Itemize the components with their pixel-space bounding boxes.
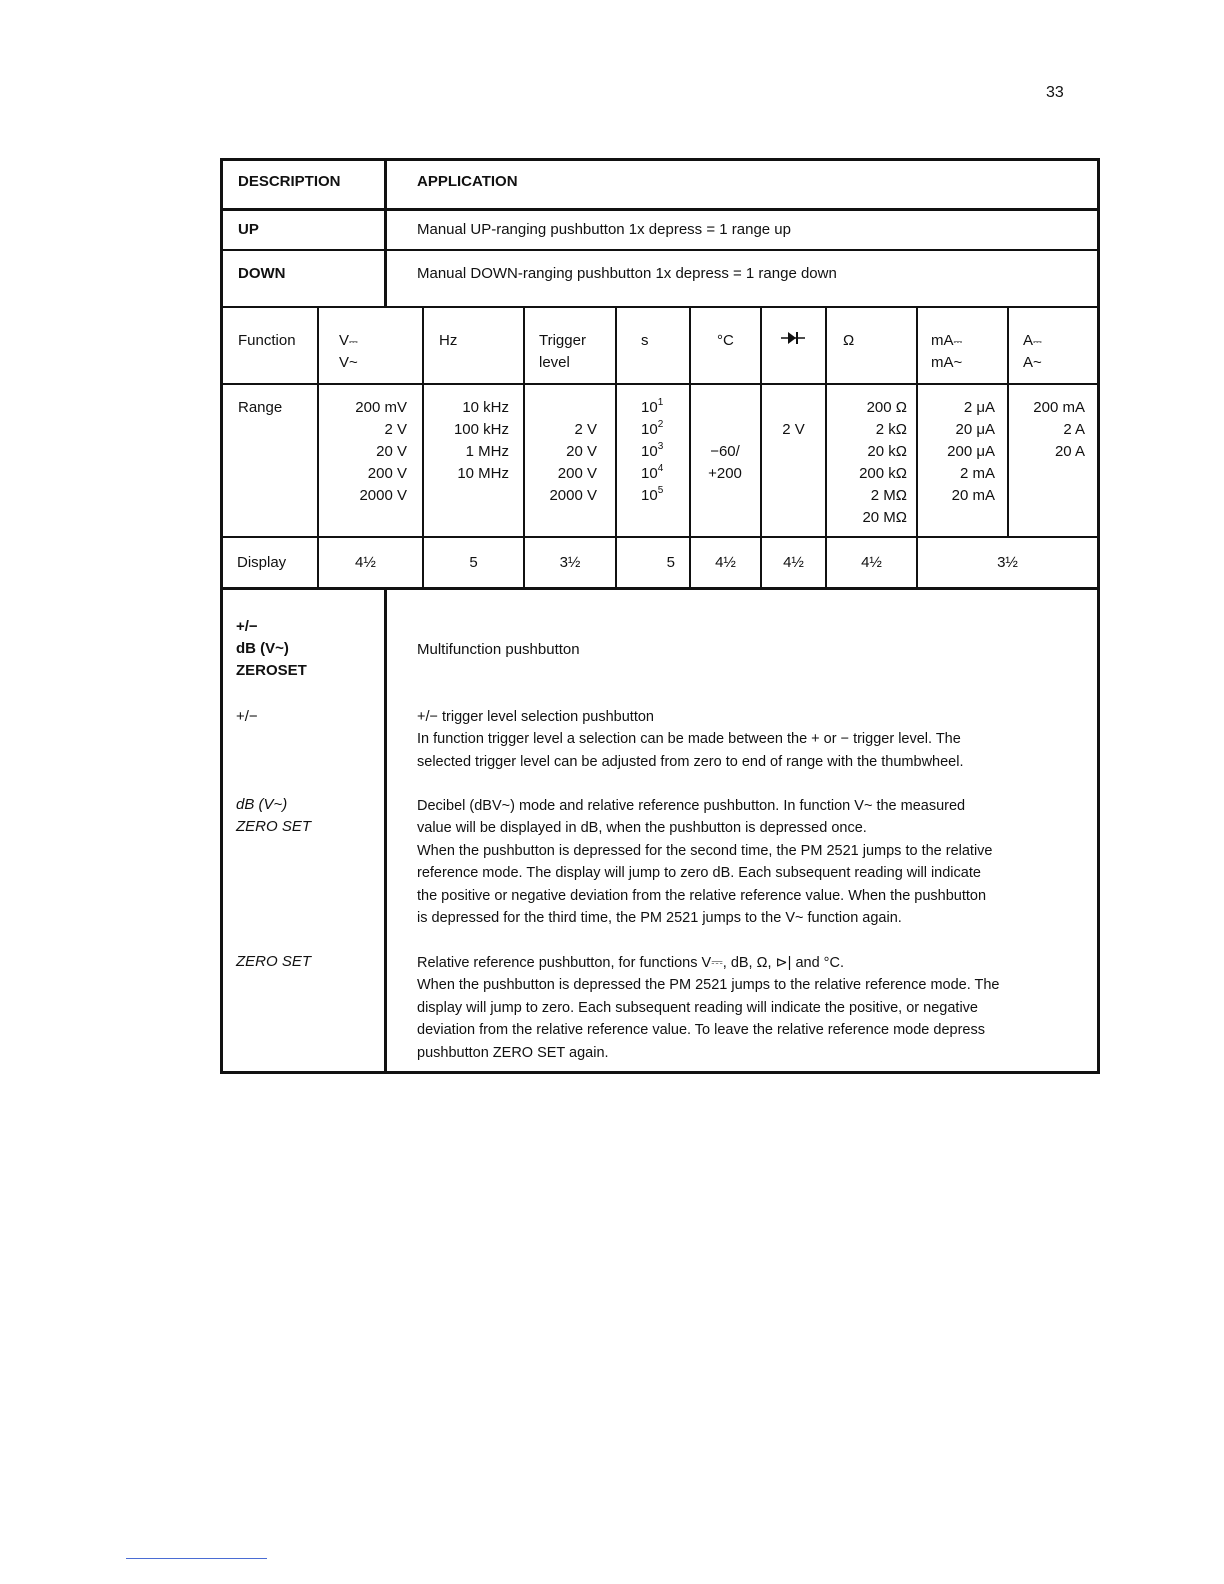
display-current: 3½ xyxy=(997,554,1018,571)
function-a: A⎓ A~ xyxy=(1023,332,1042,371)
range-label: Range xyxy=(238,399,283,416)
footer-rule xyxy=(126,1558,267,1559)
up-text: Manual UP-ranging pushbutton 1x depress = 1 range up xyxy=(417,221,791,238)
plusminus-text: +/− trigger level selection pushbutton In function trigger level a selection can be made between the + or − trigger level. The selected trigger level can be adjusted from zero to end of range with the thumbwheel. xyxy=(417,709,964,770)
page-number: 33 xyxy=(1046,84,1064,101)
zeroset-text: Relative reference pushbutton, for functions V⎓, dB, Ω, ⊳| and °C. When the pushbutton is depressed the PM 2521 jumps to the relative reference mode. The display will jump to zero. Each subsequent reading will indicate the positive, or negative deviation from the relative reference value. To leave the relative reference mode depress pushbutton ZERO SET again. xyxy=(417,955,1000,1061)
function-celsius: °C xyxy=(717,332,734,349)
function-rule xyxy=(223,383,1097,385)
display-label: Display xyxy=(237,554,287,571)
description-table xyxy=(220,158,1100,1074)
range-hz: 10 kHz 100 kHz 1 MHz 10 MHz xyxy=(453,399,509,482)
range-rule xyxy=(223,536,1097,538)
display-v: 4½ xyxy=(355,554,376,571)
down-text: Manual DOWN-ranging pushbutton 1x depress = 1 range down xyxy=(417,265,837,282)
display-rule xyxy=(223,587,1097,590)
down-rule xyxy=(223,306,1097,308)
range-ma: 2 μA 20 μA 200 μA 2 mA 20 mA xyxy=(947,399,995,504)
down-label: DOWN xyxy=(238,265,286,282)
range-celsius: −60/ +200 xyxy=(708,443,742,482)
header-application: APPLICATION xyxy=(417,173,518,190)
range-ohm: 200 Ω 2 kΩ 20 kΩ 200 kΩ 2 MΩ 20 MΩ xyxy=(859,399,907,526)
function-s: s xyxy=(641,332,649,349)
top-divider xyxy=(384,161,387,308)
multifunction-labels: +/− dB (V~) ZEROSET xyxy=(236,618,307,679)
plusminus-label: +/− xyxy=(236,708,258,725)
header-description: DESCRIPTION xyxy=(238,173,341,190)
function-diode xyxy=(781,330,805,352)
header-rule xyxy=(223,208,1097,211)
range-trigger: 2 V 20 V 200 V 2000 V xyxy=(549,421,597,504)
display-trigger: 3½ xyxy=(559,554,581,571)
multifunction-intro: Multifunction pushbutton xyxy=(417,641,580,658)
display-ohm: 4½ xyxy=(861,554,882,571)
function-hz: Hz xyxy=(439,332,458,349)
display-hz: 5 xyxy=(469,554,478,571)
range-diode: 2 V xyxy=(782,421,805,438)
function-v: V⎓ V~ xyxy=(339,332,358,371)
display-celsius: 4½ xyxy=(715,554,736,571)
range-v: 200 mV 2 V 20 V 200 V 2000 V xyxy=(355,399,407,504)
up-rule xyxy=(223,249,1097,251)
bottom-divider xyxy=(384,587,387,1071)
display-s: 5 xyxy=(666,554,675,571)
function-label: Function xyxy=(238,332,296,349)
zeroset-label: ZERO SET xyxy=(236,953,312,970)
db-zeroset-label: dB (V~) ZERO SET xyxy=(236,796,312,835)
function-ma: mA⎓ mA~ xyxy=(931,332,963,371)
function-ohm: Ω xyxy=(843,332,855,349)
range-s: $10^1$ $10^2$ $10^3$ $10^4$ $10^5$ xyxy=(641,397,664,504)
up-label: UP xyxy=(238,221,259,238)
diode-icon xyxy=(781,331,805,345)
display-diode: 4½ xyxy=(783,554,804,571)
function-trigger: Trigger level xyxy=(539,332,586,371)
range-a: 200 mA 2 A 20 A xyxy=(1033,399,1085,460)
db-zeroset-text: Decibel (dBV~) mode and relative reference pushbutton. In function V~ the measured value will be displayed in dB, when the pushbutton is depressed once. When the pushbutton is depressed for the second time, the PM 2521 jumps to the relative reference mode. The display will jump to zero dB. Each subsequent reading will indicate the positive or negative deviation from the relative reference value. When the pushbutton is depressed for the third time, the PM 2521 jumps to the V~ function again. xyxy=(417,798,993,927)
